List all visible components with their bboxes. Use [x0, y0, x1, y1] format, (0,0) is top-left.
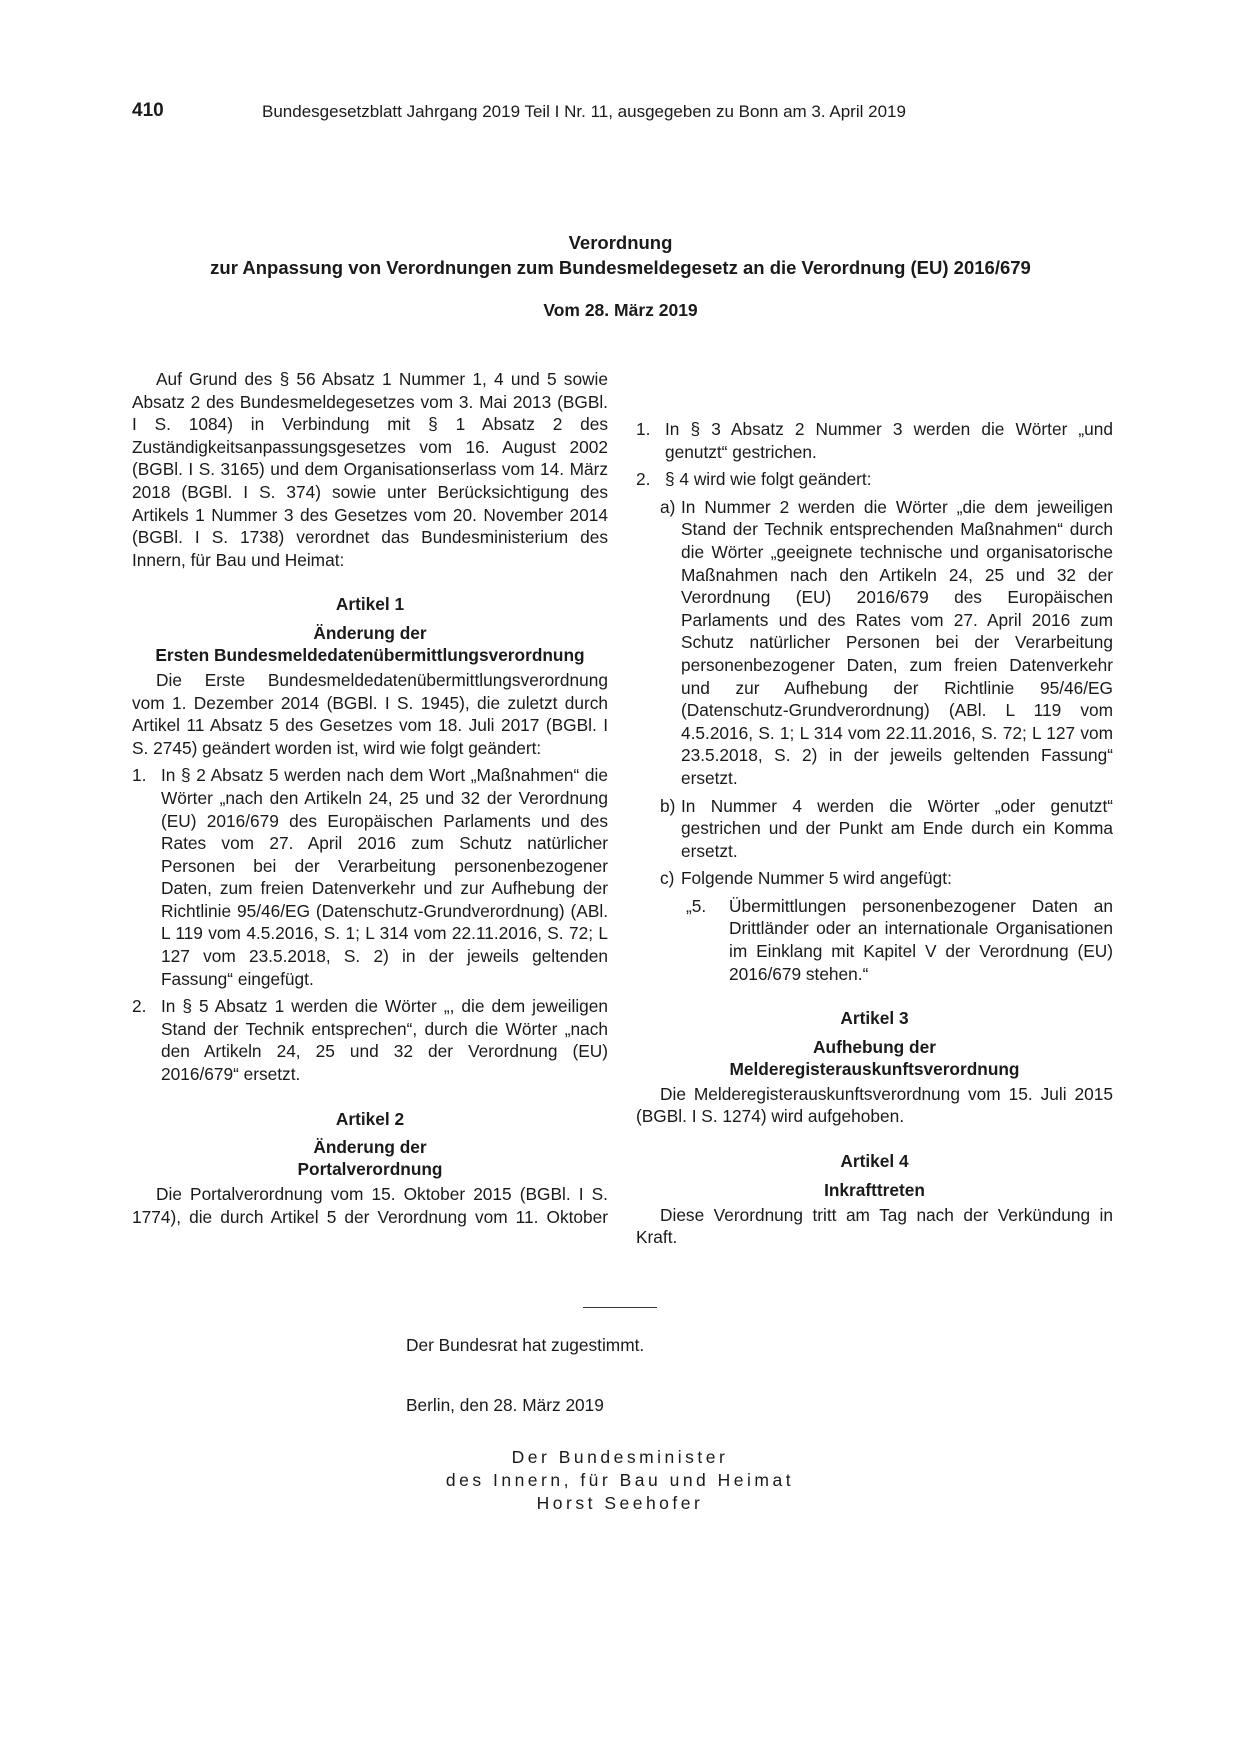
item-text: § 4 wird wie folgt geändert: [665, 469, 872, 490]
item-number: 1. [132, 765, 147, 786]
signature-line-2: des Innern, für Bau und Heimat [445, 1470, 795, 1490]
article-2-item-1 [636, 418, 1113, 463]
article-1-item-2 [132, 995, 608, 1085]
item-letter: b) [660, 795, 676, 816]
place-date: Berlin, den 28. März 2019 [406, 1395, 604, 1415]
article-1-label: Artikel 1 [335, 594, 405, 615]
item-text: In § 2 Absatz 5 werden nach dem Wort „Maßnahmen“ die Wörter „nach den Artikeln 24, 25 und 32 der Verordnung (EU) 2016/679 des Europäischen Parlaments und des Rates vom 27. April 2016 zum Schutz natürlicher Personen bei der Verarbeitung personenbezogener Daten, zum freien Datenverkehr und zur Aufhebung der Richtlinie 95/46/EG (Datenschutz-Grundverordnung) (ABl. L 119 vom 4.5.2016, S. 1; L 314 vom 22.11.2016, S. 72; L 127 vom 23.5.2018, S. 2) in der jeweils geltenden Fassung“ eingefügt. [161, 765, 608, 989]
running-title: Bundesgesetzblatt Jahrgang 2019 Teil I Nr. 11, ausgegeben zu Bonn am 3. April 2019 [262, 102, 906, 121]
article-2-heading [132, 1136, 608, 1180]
item-number: 2. [132, 996, 147, 1017]
right-column [636, 368, 1113, 1249]
article-4-heading: Inkrafttreten [824, 1179, 925, 1200]
article-2-intro-part-1: Die Portalverordnung vom 15. Oktober 2015 (BGBl. I S. 1774), die durch Artikel 5 der Verordnung vom 11. Oktober [132, 1184, 608, 1227]
article-3-heading-1: Aufhebung der [813, 1036, 936, 1057]
article-3-label: Artikel 3 [840, 1008, 909, 1029]
item-letter: a) [660, 496, 676, 517]
article-3-text: Die Melderegisterauskunftsverordnung vom 15. Juli 2015 (BGBl. I S. 1274) wird aufgehoben. [636, 1083, 1113, 1127]
signature-line-3: Horst Seehofer [536, 1493, 704, 1513]
item-letter: c) [660, 868, 675, 889]
article-4-text: Diese Verordnung tritt am Tag nach der Verkündung in Kraft. [636, 1204, 1113, 1248]
item-number: 1. [636, 419, 651, 439]
page-number: 410 [132, 100, 164, 121]
item-text: In § 5 Absatz 1 werden die Wörter „, die dem jeweiligen Stand der Technik entsprechen“, durch die Wörter „nach den Artikeln 24, 25 und 32 der Verordnung (EU) 2016/679“ ersetzt. [161, 996, 608, 1085]
item-number: 2. [636, 469, 651, 490]
preamble: Auf Grund des § 56 Absatz 1 Nummer 1, 4 und 5 sowie Absatz 2 des Bundesmeldegesetzes vom 3. Mai 2013 (BGBl. I S. 1084) in Verbindung mit § 1 Absatz 2 des Zuständigkeitsanpassungsgesetzes vom 16. August 2002 (BGBl. I S. 3165) und dem Organisationserlass vom 14. März 2018 (BGBl. I S. 374) sowie unter Berücksichtigung des Artikels 1 Nummer 3 des Gesetzes vom 20. November 2014 (BGBl. I S. 1738) verordnet das Bundesministerium des Innern, für Bau und Heimat: [132, 369, 608, 570]
article-3-heading-2: Melderegisterauskunftsverordnung [729, 1058, 1020, 1079]
title-line-2: zur Anpassung von Verordnungen zum Bundesmeldegesetz an die Verordnung (EU) 2016/679 [210, 257, 1031, 278]
article-2-heading-2: Portalverordnung [297, 1159, 443, 1180]
article-1-intro: Die Erste Bundesmeldedatenübermittlungsverordnung vom 1. Dezember 2014 (BGBl. I S. 1945), die zuletzt durch Artikel 11 Absatz 5 des Gesetzes vom 18. Juli 2017 (BGBl. I S. 2745) geändert worden ist, wird wie folgt geändert: [132, 669, 608, 758]
article-1-heading-1: Änderung der [313, 622, 427, 643]
article-4-label: Artikel 4 [840, 1151, 909, 1172]
title-line-1: Verordnung [568, 232, 673, 253]
item-text: In Nummer 4 werden die Wörter „oder genutzt“ gestrichen und der Punkt am Ende durch ein Komma ersetzt. [681, 795, 1113, 861]
signature-block [380, 1446, 860, 1515]
article-2-item-2b [636, 795, 1113, 863]
left-column [132, 368, 608, 1228]
item-text: Übermittlungen personenbezogener Daten an Drittländer oder an internationale Organisationen im Einklang mit Kapitel V der Verordnung (EU) 2016/679 stehen.“ [729, 895, 1113, 984]
bundesrat-consent: Der Bundesrat hat zugestimmt. [406, 1335, 645, 1355]
signature-line-1: Der Bundesminister [511, 1447, 729, 1467]
article-2-label: Artikel 2 [335, 1108, 405, 1129]
article-2-item-2c [636, 867, 1113, 890]
article-1-item-1 [132, 764, 608, 990]
article-3-heading [636, 1036, 1113, 1080]
article-2-intro-continuation [636, 368, 1113, 413]
item-number: „5. [686, 895, 707, 916]
article-2-heading-1: Änderung der [313, 1137, 427, 1158]
document-date: Vom 28. März 2019 [543, 300, 698, 320]
article-2-item-2a [636, 496, 1113, 790]
article-1-heading [132, 622, 608, 666]
item-text: In Nummer 2 werden die Wörter „die dem jeweiligen Stand der Technik entsprechenden Maßnahmen“ durch die Wörter „geeignete technische und organisatorische Maßnahmen nach den Artikeln 24, 25 und 32 der Verordnung (EU) 2016/679 des Europäischen Parlaments und des Rates vom 27. April 2016 zum Schutz natürlicher Personen bei der Verarbeitung personenbezogener Daten, zum freien Datenverkehr und zur Aufhebung der Richtlinie 95/46/EG (Datenschutz-Grundverordnung) (ABl. L 119 vom 4.5.2016, S. 1; L 314 vom 22.11.2016, S. 72; L 127 vom 23.5.2018, S. 2) in der jeweils geltenden Fassung“ ersetzt. [681, 496, 1113, 788]
item-text: In § 3 Absatz 2 Nummer 3 werden die Wörter „und genutzt“ gestrichen. [665, 419, 1113, 462]
article-2-item-2 [636, 468, 1113, 491]
document-title [132, 230, 1109, 280]
article-1-heading-2: Ersten Bundesmeldedatenübermittlungsverordnung [155, 644, 585, 665]
article-2-quoted-number-5 [636, 895, 1113, 985]
divider [583, 1307, 657, 1308]
item-text: Folgende Nummer 5 wird angefügt: [681, 868, 952, 889]
